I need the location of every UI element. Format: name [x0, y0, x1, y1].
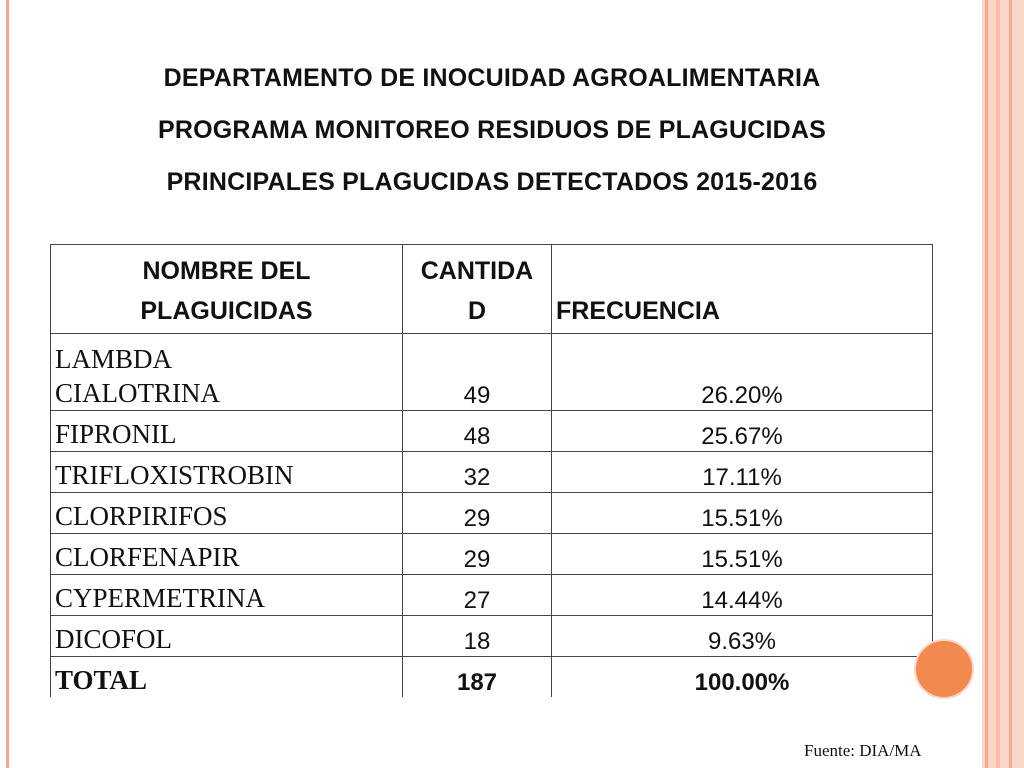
right-decorative-stripe [996, 0, 1000, 768]
column-header-quantity [403, 245, 552, 334]
pesticide-frequency: 14.44% [552, 575, 933, 616]
pesticide-frequency: 26.20% [552, 334, 933, 411]
table-total-row [51, 657, 933, 698]
right-decorative-band [982, 0, 1024, 768]
table-row [51, 534, 933, 575]
pesticide-quantity: 32 [403, 452, 552, 493]
column-header-name [51, 245, 403, 334]
pesticide-frequency: 17.11% [552, 452, 933, 493]
table-row [51, 452, 933, 493]
pesticide-frequency: 25.67% [552, 411, 933, 452]
pesticide-table [50, 244, 933, 697]
title-line-2: PROGRAMA MONITOREO RESIDUOS DE PLAGUCIDAS [158, 116, 826, 144]
decorative-circle [914, 639, 974, 699]
pesticide-name [51, 334, 403, 411]
pesticide-quantity: 18 [403, 616, 552, 657]
pesticide-quantity: 29 [403, 534, 552, 575]
pesticide-frequency: 15.51% [552, 534, 933, 575]
title-line-3: PRINCIPALES PLAGUCIDAS DETECTADOS 2015-2016 [166, 168, 818, 196]
table-row [51, 493, 933, 534]
pesticide-name: CLORFENAPIR [51, 534, 403, 575]
pesticide-name: CLORPIRIFOS [51, 493, 403, 534]
total-frequency: 100.00% [552, 657, 933, 698]
pesticide-frequency: 9.63% [552, 616, 933, 657]
total-label: TOTAL [51, 657, 403, 698]
pesticide-name: FIPRONIL [51, 411, 403, 452]
pesticide-name: CYPERMETRINA [51, 575, 403, 616]
column-header-name-line2: PLAGUICIDAS [140, 297, 313, 325]
pesticide-name: TRIFLOXISTROBIN [51, 452, 403, 493]
table-header-row [51, 245, 933, 334]
table-row [51, 575, 933, 616]
pesticide-quantity: 29 [403, 493, 552, 534]
pesticide-frequency: 15.51% [552, 493, 933, 534]
table-row [51, 616, 933, 657]
pesticide-quantity: 49 [403, 334, 552, 411]
right-decorative-stripe [985, 0, 988, 768]
column-header-quantity-line2: D [467, 297, 487, 325]
column-header-name-line1: NOMBRE DEL [142, 257, 311, 285]
pesticide-name-line1: LAMBDA [55, 344, 173, 374]
right-decorative-stripe [1009, 0, 1012, 768]
column-header-frequency: FRECUENCIA [552, 245, 933, 334]
pesticide-name: DICOFOL [51, 616, 403, 657]
column-header-quantity-line1: CANTIDA [420, 257, 534, 285]
total-quantity: 187 [403, 657, 552, 698]
pesticide-quantity: 27 [403, 575, 552, 616]
pesticide-quantity: 48 [403, 411, 552, 452]
title-line-1: DEPARTAMENTO DE INOCUIDAD AGROALIMENTARIA [163, 64, 821, 92]
slide-title [0, 52, 984, 208]
source-note: Fuente: DIA/MA [804, 741, 922, 760]
table-row [51, 334, 933, 411]
pesticide-name-line2: CIALOTRINA [55, 378, 220, 408]
table-row [51, 411, 933, 452]
